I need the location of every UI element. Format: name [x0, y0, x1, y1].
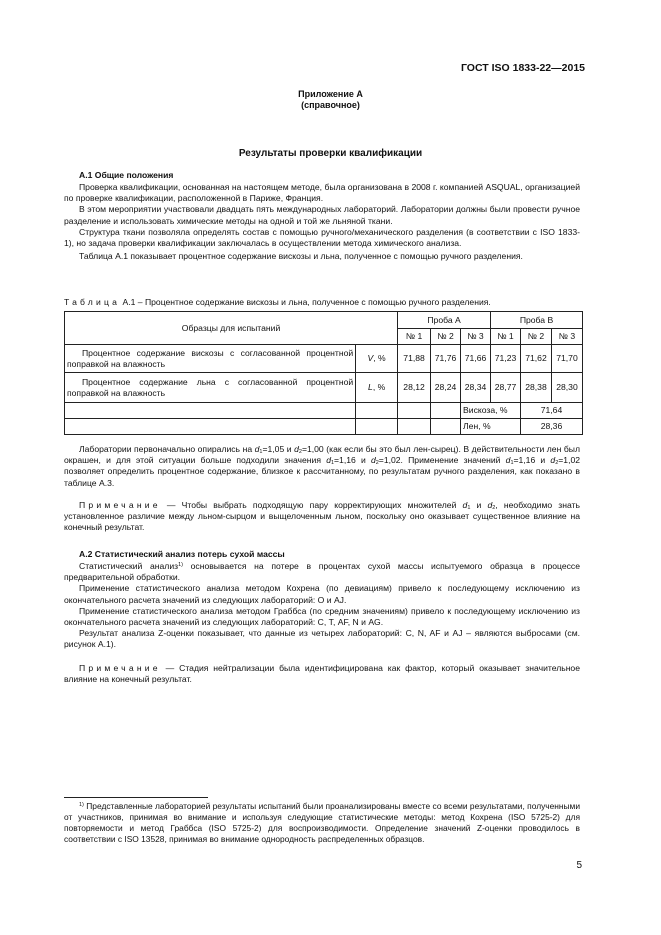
row-unit-text: , % — [373, 353, 386, 364]
sub-header: № 3 — [551, 329, 582, 345]
table-cell: 28,38 — [521, 373, 552, 403]
paragraph — [64, 801, 580, 845]
subscript: 1 — [467, 505, 471, 511]
sub-header: № 2 — [521, 329, 552, 345]
table-caption-text: А.1 – Процентное содержание вискозы и льна, полученное с помощью ручного разделения. — [122, 297, 491, 307]
text-run: , необходимо знать установленное различие между льном-сырцом и выщелоченным льном, поскольку оно оказывает существенное влияние на конечный результат. — [64, 500, 580, 533]
row-symbol: L — [368, 382, 373, 393]
symbol: d — [487, 500, 493, 510]
footnote-text: Представленные лабораторией результаты испытаний были проанализированы вместе со всеми результатами, полученными от участников, принимая во внимание и используя следующие статистические методы: метод Кохрена (ISO 5725-2) для повторяемости и метод Граббса (ISO 5725-2) для воспроизводимости. Определение значений Z-оценки проводилось в соответствии с ISO 13528, принимая во внимание однородность распределенных образцов. — [64, 801, 580, 844]
paragraph: Структура ткани позволяла определять состав с помощью ручного/механического разделения (в соответствии с ISO 1833-1), но задача проверки квалификации заключалась в осуществлении метода химического анализа. — [64, 226, 580, 249]
summary-row — [65, 419, 583, 435]
symbol: d — [294, 444, 299, 454]
paragraph: Таблица А.1 показывает процентное содержание вискозы и льна, полученное с помощью ручного разделения. — [79, 251, 523, 262]
table-cell: 71,66 — [461, 345, 491, 373]
symbol: d — [326, 455, 331, 466]
empty-cell — [398, 403, 431, 419]
text-run: и — [470, 500, 488, 510]
table-cell: 28,24 — [431, 373, 461, 403]
row-unit — [356, 345, 398, 373]
empty-cell — [431, 419, 461, 435]
row-unit — [356, 373, 398, 403]
table-caption — [64, 297, 491, 308]
sub-header: № 1 — [398, 329, 431, 345]
table-cell: 28,34 — [461, 373, 491, 403]
subscript: 2 — [555, 460, 559, 467]
sub-header: № 2 — [431, 329, 461, 345]
group-a-header: Проба А — [398, 312, 491, 329]
symbol: d — [505, 455, 511, 466]
summary-value: 28,36 — [521, 419, 583, 435]
page-title: Результаты проверки квалификации — [238, 148, 423, 159]
table-cell: 28,30 — [551, 373, 582, 403]
subscript: 2 — [375, 460, 379, 467]
symbol: d — [550, 455, 556, 466]
empty-cell — [431, 403, 461, 419]
symbol: d — [462, 500, 468, 510]
paragraph: Применение статистического анализа методом Кохрена (по девиациям) привело к последующему исключению из окончательного расчета значений из следующих лабораторий: О и AJ. — [64, 583, 580, 605]
footnote-ref: 1) — [178, 562, 183, 568]
paragraph: В этом мероприятии участвовали двадцать пять международных лабораторий. Лаборатории должны были провести ручное разделение и использовать химические методы на одной и той же льняной ткани. — [64, 204, 580, 226]
paragraph: Применение статистического анализа методом Граббса (по средним значениям) привело к последующему исключению из окончательного расчета значений из следующих лабораторий: С, Т, AF, N и AG. — [64, 605, 580, 628]
note-label: Примечание — [79, 663, 161, 673]
symbol: d — [254, 444, 260, 454]
summary-label: Вискоза, % — [461, 403, 521, 419]
paragraph — [64, 444, 580, 489]
table-row — [65, 345, 583, 373]
text-run: Статистический анализ — [79, 561, 179, 571]
text-run: Лаборатории первоначально опирались на — [79, 444, 255, 454]
table-caption-prefix: Таблица — [64, 297, 121, 307]
subscript: 2 — [298, 449, 302, 455]
note-label: Примечание — [79, 500, 161, 510]
text-run: =1,05 и — [262, 444, 295, 454]
page-number: 5 — [576, 860, 582, 871]
subscript: 1 — [330, 460, 335, 467]
empty-cell — [356, 403, 398, 419]
row-label: Процентное содержание вискозы с согласованной процентной поправкой на влажность — [65, 345, 356, 373]
sub-header: № 3 — [461, 329, 491, 345]
text-run: основывается на потере в процентах сухой массы испытуемого образца в процессе предварительной обработки. — [64, 561, 580, 583]
empty-cell — [356, 419, 398, 435]
empty-cell — [398, 419, 431, 435]
paragraph: Результат анализа Z-оценки показывает, что данные из четырех лабораторий: С, N, AF и AJ – являются выбросами (см. рисунок А.1). — [64, 628, 580, 650]
subscript: 2 — [492, 505, 496, 511]
appendix-title: Приложение А — [298, 89, 363, 99]
paragraph — [64, 561, 580, 583]
table-cell: 71,23 — [491, 345, 521, 373]
subscript: 1 — [259, 449, 263, 455]
symbol: d — [370, 455, 376, 466]
row-label: Процентное содержание льна с согласованной процентной поправкой на влажность — [65, 373, 356, 403]
subscript: 1 — [510, 460, 514, 467]
table-cell: 71,76 — [431, 345, 461, 373]
row-unit-text: , % — [372, 382, 386, 393]
table-cell: 71,70 — [551, 345, 582, 373]
summary-value: 71,64 — [521, 403, 583, 419]
table-cell: 71,88 — [398, 345, 431, 373]
col-samples-header: Образцы для испытаний — [65, 312, 398, 345]
text-run: =1,02 позволяет определить процентное содержание, близкое к рассчитанному, по результатам ручного разделения, как показано в таблице А.3. — [64, 455, 581, 488]
empty-cell — [65, 403, 356, 419]
document-code: ГОСТ ISO 1833-22—2015 — [460, 62, 585, 74]
note-2 — [64, 663, 580, 685]
table-cell: 28,77 — [491, 373, 521, 403]
appendix-subtitle: (справочное) — [301, 100, 360, 110]
footnote — [64, 801, 580, 845]
summary-label: Лен, % — [461, 419, 521, 435]
paragraph: Проверка квалификации, основанная на настоящем методе, была организована в 2008 г. компанией ASQUAL, организацией по проверке квалификации, расположенной в Париже, Франция. — [64, 182, 580, 204]
text-run: =1,00 (как если бы это был лен-сырец). В действительности лен был окрашен, и для этой ситуации больше подходили значения — [64, 444, 580, 466]
table-cell: 71,62 — [521, 345, 552, 373]
paragraph — [64, 500, 580, 534]
section-a1-heading: А.1 Общие положения — [79, 170, 174, 180]
text-run: — Чтобы выбрать подходящую пару корректирующих множителей — [160, 500, 463, 510]
group-b-header: Проба В — [491, 312, 583, 329]
sub-header: № 1 — [491, 329, 521, 345]
footnote-divider — [64, 797, 208, 798]
section-a2-body — [64, 561, 580, 651]
footnote-mark: 1) — [79, 802, 84, 808]
after-table-paragraph — [64, 444, 580, 489]
table-cell: 28,12 — [398, 373, 431, 403]
empty-cell — [65, 419, 356, 435]
section-a2-heading: А.2 Статистический анализ потерь сухой массы — [79, 549, 285, 559]
section-a1-body — [64, 182, 580, 262]
table-row — [65, 373, 583, 403]
text-run: =1,16 и — [334, 455, 371, 466]
text-run: — Стадия нейтрализации была идентифицирована как фактор, который оказывает значительное влияние на конечный результат. — [64, 663, 580, 685]
note-1 — [64, 500, 580, 534]
paragraph — [64, 663, 580, 685]
summary-row — [65, 403, 583, 419]
row-symbol: V — [367, 353, 374, 364]
data-table — [64, 311, 583, 435]
text-run: =1,02. Применение значений — [378, 455, 506, 466]
text-run: =1,16 и — [513, 455, 551, 466]
